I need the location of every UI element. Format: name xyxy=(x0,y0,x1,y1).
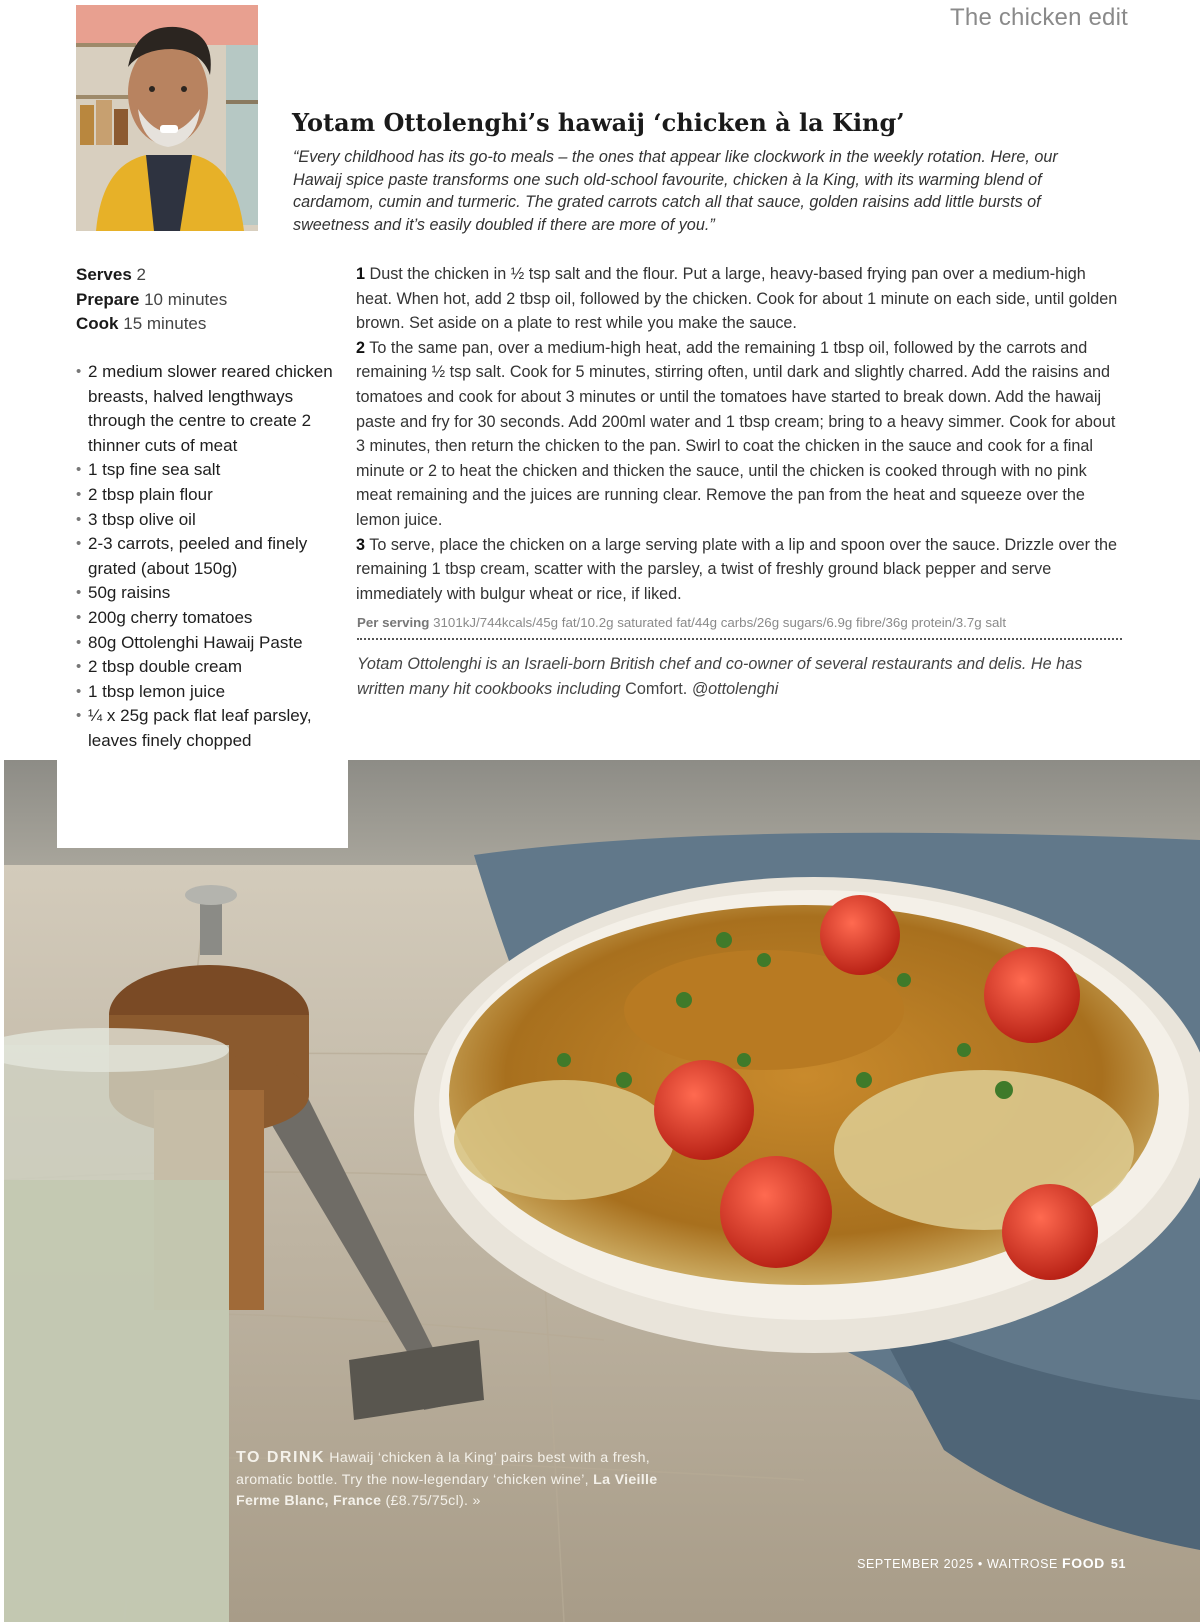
chef-portrait xyxy=(76,5,258,231)
method-step xyxy=(356,262,1126,336)
method-step xyxy=(356,336,1126,533)
nutrition-info xyxy=(357,615,1122,640)
ingredients-panel xyxy=(57,355,348,848)
bio-text: Yotam Ottolenghi is an Israeli-born British chef and co-owner of several restaurants and delis. He has written many hit cookbooks including xyxy=(357,655,1083,698)
chef-bio xyxy=(357,652,1127,701)
step-text: Dust the chicken in ½ tsp salt and the flour. Put a large, heavy-based frying pan over a medium-high heat. When hot, add 2 tbsp oil, followed by the chicken. Cook for about 1 minute on each side, until golden brown. Set aside on a plate to rest while you make the sauce. xyxy=(356,265,1118,333)
recipe-title: Yotam Ottolenghi’s hawaij ‘chicken à la King’ xyxy=(292,108,905,137)
wine-name: La Vieille Ferme Blanc, France xyxy=(236,1471,658,1509)
step-number: 2 xyxy=(356,338,366,357)
bio-book-title: Comfort. xyxy=(625,679,688,698)
ingredient-item: • 80g Ottolenghi Hawaij Paste xyxy=(76,631,338,656)
recipe-meta xyxy=(76,263,336,337)
step-number: 3 xyxy=(356,535,366,554)
ingredient-item: • 2 tbsp double cream xyxy=(76,655,338,680)
method-step xyxy=(356,533,1126,607)
wine-price: (£8.75/75cl). » xyxy=(381,1493,481,1509)
nutrition-value: 3101kJ/744kcals/45g fat/10.2g saturated fat/44g carbs/26g sugars/6.9g fibre/36g protein/3.7g salt xyxy=(433,615,1007,630)
issue-date: SEPTEMBER 2025 • WAITROSE xyxy=(857,1557,1063,1571)
ingredient-item: • 2 tbsp plain flour xyxy=(76,483,338,508)
page-footer xyxy=(857,1555,1126,1571)
method xyxy=(356,262,1126,606)
cook-value: 15 minutes xyxy=(123,314,207,333)
serves-value: 2 xyxy=(136,265,146,284)
ingredient-item: • 50g raisins xyxy=(76,581,338,606)
ingredient-item: • 3 tbsp olive oil xyxy=(76,508,338,533)
step-text: To the same pan, over a medium-high heat, add the remaining 1 tbsp oil, followed by the carrots and remaining ½ tsp salt. Cook for 5 minutes, stirring often, until dark and slightly charred. Add the raisins and tomatoes and cook for about 3 minutes or until the tomatoes have started to break down. Add the hawaij paste and fry for 30 seconds. Add 200ml water and 1 tbsp cream; bring to a heavy simmer. Cook for about 3 minutes, then return the chicken to the pan. Swirl to coat the chicken in the sauce and cook for a final minute or 2 to heat the chicken and thicken the sauce, until the chicken is cooked through with no pink meat remaining and the juices are running clear. Remove the pan from the heat and squeeze over the lemon juice. xyxy=(356,338,1116,529)
prepare-value: 10 minutes xyxy=(144,289,228,309)
to-drink-text: Hawaij ‘chicken à la King’ pairs best with a fresh, aromatic bottle. Try the now-legendary ‘chicken wine’, xyxy=(236,1450,651,1488)
ingredients-list xyxy=(76,360,338,754)
cook-row xyxy=(76,312,336,337)
to-drink-note xyxy=(236,1447,666,1513)
serves-row xyxy=(76,263,336,288)
ingredient-item: • 200g cherry tomatoes xyxy=(76,606,338,631)
ingredient-item: • 2-3 carrots, peeled and finely grated (about 150g) xyxy=(76,532,338,581)
step-text: To serve, place the chicken on a large serving plate with a lip and spoon over the sauce. Drizzle over the remaining 1 tbsp cream, scatter with the parsley, a twist of freshly ground black pepper and serve immediately with bulgur wheat or rice, if liked. xyxy=(356,535,1117,603)
magazine-brand: FOOD xyxy=(1062,1555,1105,1571)
serves-label: Serves xyxy=(76,265,132,284)
nutrition-label: Per serving xyxy=(357,615,430,630)
bio-handle: @ottolenghi xyxy=(687,679,779,698)
section-label: The chicken edit xyxy=(950,4,1128,31)
ingredient-item: • 1 tsp fine sea salt xyxy=(76,458,338,483)
ingredient-item: • 2 medium slower reared chicken breasts, halved lengthways through the centre to create 2 thinner cuts of meat xyxy=(76,360,338,458)
recipe-intro-quote: “Every childhood has its go-to meals – the ones that appear like clockwork in the weekly rotation. Here, our Hawaij spice paste transforms one such old-school favourite, chicken à la King, with its warming blend of cardamom, cumin and turmeric. The grated carrots catch all that sauce, golden raisins add little bursts of sweetness and it’s easily doubled if there are more of you.” xyxy=(293,148,1058,234)
to-drink-label: TO DRINK xyxy=(236,1449,326,1466)
ingredient-item: • 1 tbsp lemon juice xyxy=(76,680,338,705)
cook-label: Cook xyxy=(76,314,119,333)
page-number: 51 xyxy=(1110,1557,1126,1571)
prepare-row xyxy=(76,288,336,313)
step-number: 1 xyxy=(356,265,366,283)
ingredient-item: • ¼ x 25g pack flat leaf parsley, leaves finely chopped xyxy=(76,704,338,753)
prepare-label: Prepare xyxy=(76,289,140,309)
